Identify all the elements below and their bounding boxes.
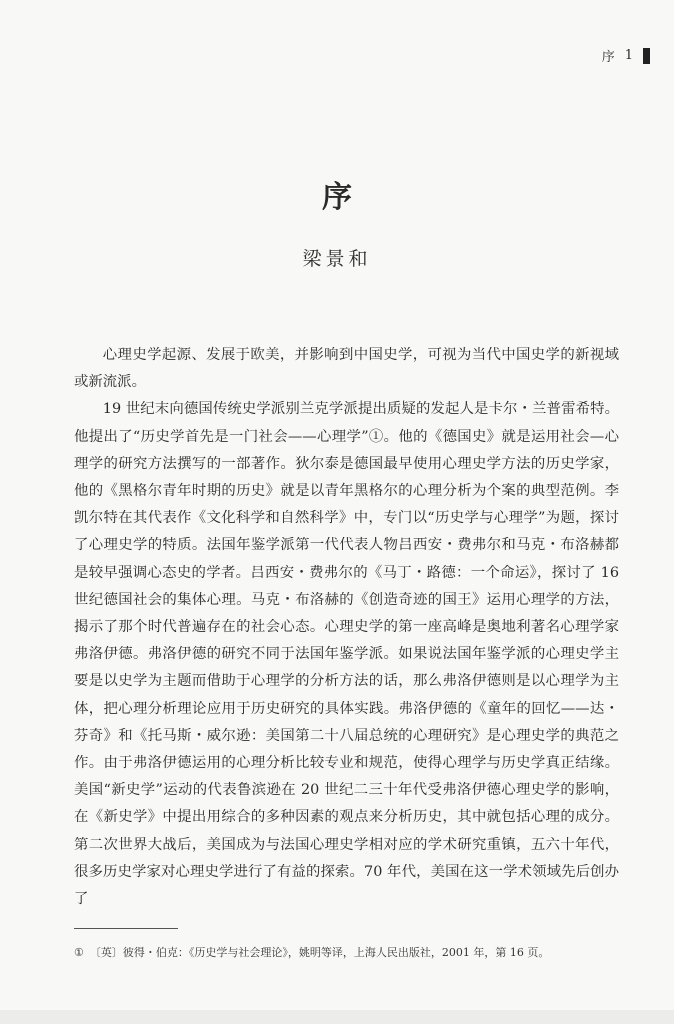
paragraph: 19 世纪末向德国传统史学派别兰克学派提出质疑的发起人是卡尔・兰普雷希特。他提出了“历史学首先是一门社会——心理学”①。他的《德国史》就是运用社会—心理学的研究方法撰写的一部著作。狄尔泰是德国最早使用心理史学方法的历史学家，他的《黑格尔青年时期的历史》就是以青年黑格尔的心理分析为个案的典型范例。李凯尔特在其代表作《文化科学和自然科学》中，专门以“历史学与心理学”为题，探讨了心理史学的特质。法国年鉴学派第一代代表人物吕西安・费弗尔和马克・布洛赫都是较早强调心态史的学者。吕西安・费弗尔的《马丁・路德：一个命运》，探讨了 16 世纪德国社会的集体心理。马克・布洛赫的《创造奇迹的国王》运用心理学的方法，揭示了那个时代普遍存在的社会心态。心理史学的第一座高峰是奥地利著名心理学家弗洛伊德。弗洛伊德的研究不同于法国年鉴学派。如果说法国年鉴学派的心理史学主要是以史学为主题而借助于心理学的分析方法的话，那么弗洛伊德则是以心理学为主体，把心理分析理论应用于历史研究的具体实践。弗洛伊德的《童年的回忆——达・芬奇》和《托马斯・威尔逊：美国第二十八届总统的心理研究》是心理史学的典范之作。由于弗洛伊德运用的心理分析比较专业和规范，使得心理学与历史学真正结缘。美国“新史学”运动的代表鲁滨逊在 20 世纪二三十年代受弗洛伊德心理史学的影响，在《新史学》中提出用综合的多种因素的观点来分析历史，其中就包括心理的成分。第二次世界大战后，美国成为与法国心理史学相对应的学术研究重镇，五六十年代，很多历史学家对心理史学进行了有益的探索。70 年代，美国在这一学术领域先后创办了 [74, 401, 619, 908]
chapter-title: 序 [322, 180, 352, 215]
author-name: 梁景和 [302, 248, 372, 270]
paragraph: 心理史学起源、发展于欧美，并影响到中国史学，可视为当代中国史学的新视域或新流派。 [74, 347, 619, 391]
scan-bottom-band [0, 1010, 674, 1024]
footnote-marker: ① [74, 946, 84, 959]
running-header [602, 46, 650, 65]
footnote-divider [74, 928, 178, 929]
running-header-section: 序 [601, 50, 615, 65]
page-number: 1 [624, 48, 633, 63]
footnote-text: 〔英〕彼得・伯克：《历史学与社会理论》，姚明等译，上海人民出版社，2001 年，第 16 页。 [89, 946, 550, 959]
page-edge-marker [643, 48, 650, 64]
body-text [74, 342, 619, 913]
footnote [74, 945, 634, 961]
